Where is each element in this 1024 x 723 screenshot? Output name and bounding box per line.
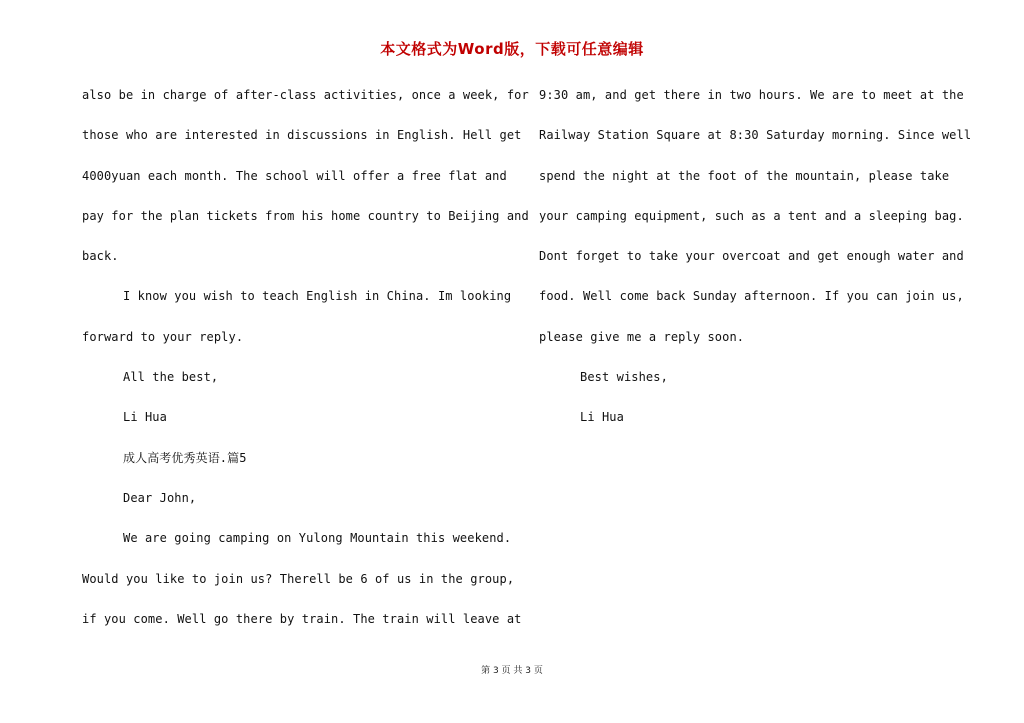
- text-line: 4000yuan each month. The school will offer a free flat and: [82, 168, 507, 183]
- text-line: Dont forget to take your overcoat and get enough water and: [539, 249, 964, 264]
- left-text-column: [82, 82, 529, 646]
- page-number-footer: 第 3 页 共 3 页: [481, 666, 543, 676]
- letter-closing: Best wishes,: [580, 370, 668, 385]
- text-line: please give me a reply soon.: [539, 329, 745, 344]
- text-line: I know you wish to teach English in China. Im looking: [123, 289, 512, 304]
- letter-signature: Li Hua: [123, 410, 167, 425]
- section-heading: 成人高考优秀英语.篇5: [123, 450, 247, 465]
- text-line: back.: [82, 249, 119, 264]
- letter-signature: Li Hua: [580, 410, 624, 425]
- text-line: Railway Station Square at 8:30 Saturday morning. Since well: [539, 128, 972, 143]
- right-text-column: [539, 82, 972, 445]
- text-line: Would you like to join us? Therell be 6 of us in the group,: [82, 571, 515, 586]
- document-banner-title: 本文格式为Word版，下载可任意编辑: [380, 40, 644, 58]
- text-line: those who are interested in discussions in English. Hell get: [82, 128, 522, 143]
- text-line: 9:30 am, and get there in two hours. We are to meet at the: [539, 88, 964, 102]
- letter-closing: All the best,: [123, 370, 219, 385]
- text-line: spend the night at the foot of the mountain, please take: [539, 168, 950, 183]
- text-line: We are going camping on Yulong Mountain this weekend.: [123, 531, 512, 546]
- text-line: if you come. Well go there by train. The train will leave at: [82, 611, 522, 626]
- text-line: forward to your reply.: [82, 329, 244, 344]
- text-line: food. Well come back Sunday afternoon. If you can join us,: [539, 289, 964, 304]
- text-line: pay for the plan tickets from his home country to Beijing and: [82, 208, 529, 223]
- text-line: your camping equipment, such as a tent and a sleeping bag.: [539, 208, 964, 223]
- letter-salutation: Dear John,: [123, 490, 197, 505]
- text-line: also be in charge of after-class activities, once a week, for: [82, 88, 529, 102]
